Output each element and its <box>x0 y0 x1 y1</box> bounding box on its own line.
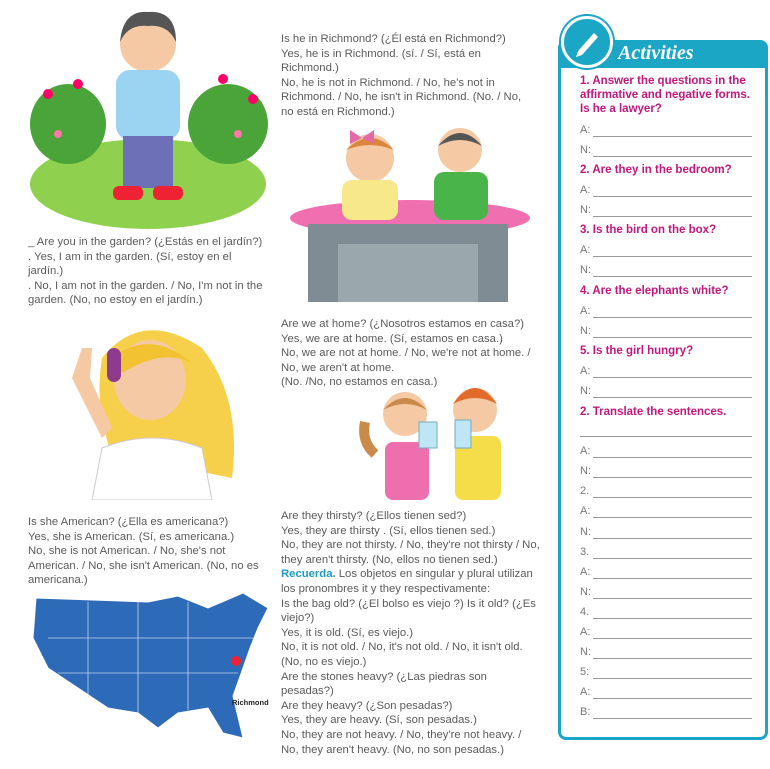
answer-line[interactable]: N: <box>580 385 752 399</box>
answer-line[interactable]: A: <box>580 566 752 580</box>
garden-yes: . Yes, I am in the garden. (Sí, estoy en el jardín.) <box>28 250 232 278</box>
activities-title: Activities <box>618 42 694 64</box>
home-question: Are we at home? (¿Nosotros estamos en casa?) <box>281 318 524 330</box>
answer-line[interactable]: N: <box>580 526 752 540</box>
thirsty-yes: Yes, they are thirsty . (Sí, ellos tienen sed.) <box>281 524 496 537</box>
answer-line[interactable]: A: <box>580 365 752 379</box>
answer-line[interactable]: B: <box>580 706 752 720</box>
stones-yes: Yes, they are heavy. (Sí, son pesadas.) <box>281 714 477 727</box>
recuerda-text: Los objetos en singular y plural utilizan los pronombres it y they respectivamente: <box>281 568 533 595</box>
answer-line[interactable]: A: <box>580 505 752 519</box>
bag-no: No, it is not old. / No, it's not old. / No, it isn't old. (No, no es viejo.) <box>281 641 523 668</box>
stones-question: Are the stones heavy? (¿Las piedras son pesadas?) <box>281 670 487 698</box>
answer-line[interactable]: A: <box>580 305 752 319</box>
home-yes: Yes, we are at home. (Sí, estamos en casa.) <box>281 332 503 345</box>
garden-question: _ Are you in the garden? (¿Estás en el jardín?) <box>28 236 263 248</box>
bag-question: Is the bag old? (¿El bolso es viejo ?) Is it old? (¿Es viejo?) <box>281 597 536 625</box>
thirsty-question: Are they thirsty? (¿Ellos tienen sed?) <box>281 510 467 522</box>
kids-tv-illustration <box>290 120 540 302</box>
pencil-icon <box>561 16 613 68</box>
richmond-no: No, he is not in Richmond. / No, he's not in Richmond. / No, he isn't in Richmond. (No. / No, no está en Richmond.) <box>281 76 522 118</box>
translate-heading: 2. Translate the sentences. <box>580 406 727 418</box>
garden-no: . No, I am not in the garden. / No, I'm not in the garden. (No, no estoy en el jardín.) <box>28 279 263 307</box>
answer-line[interactable] <box>580 424 752 438</box>
thirsty-no: No, they are not thirsty. / No, they're not thirsty / No, they aren't thirsty. (No, ellos no tienen sed.) <box>281 539 540 566</box>
home-no: No, we are not at home. / No, we're not at home. / No, we aren't at home. <box>281 347 531 374</box>
answer-line[interactable]: N: <box>580 204 752 218</box>
richmond-question: Is he in Richmond? (¿Él está en Richmond?) <box>281 33 506 45</box>
answer-line[interactable]: A: <box>580 445 752 459</box>
stones-question-2: Are they heavy? (¿Son pesadas?) <box>281 699 453 712</box>
answer-line[interactable]: N: <box>580 586 752 600</box>
answer-line[interactable]: 3. <box>580 546 752 560</box>
american-yes: Yes, she is American. (Sí, es americana.) <box>28 530 235 543</box>
usa-map-illustration <box>28 588 273 743</box>
answer-line[interactable]: A: <box>580 626 752 640</box>
answer-line[interactable]: A: <box>580 184 752 198</box>
richmond-yes: Yes, he is in Richmond. (sí. / Sí, está en Richmond.) <box>281 47 481 75</box>
question-3: 3. Is the bird on the box? <box>580 224 717 236</box>
recuerda-label: Recuerda. <box>281 568 336 581</box>
kids-drinking-illustration <box>355 362 520 500</box>
american-no: No, she is not American. / No, she's not American. / No, she isn't American. (No, no es americana.) <box>28 545 259 587</box>
answer-line[interactable]: A: <box>580 244 752 258</box>
answer-line[interactable]: 5: <box>580 666 752 680</box>
answer-line[interactable]: A: <box>580 124 752 138</box>
answer-line[interactable]: N: <box>580 144 752 158</box>
bag-yes: Yes, it is old. (Sí, es viejo.) <box>281 626 414 639</box>
answer-line[interactable]: N: <box>580 646 752 660</box>
girl-headphones-illustration <box>62 318 247 500</box>
home-no-short: (No. /No, no estamos en casa.) <box>281 376 438 389</box>
answer-line[interactable]: A: <box>580 686 752 700</box>
boy-in-garden-illustration <box>28 4 273 232</box>
american-question: Is she American? (¿Ella es americana?) <box>28 516 229 528</box>
question-1: 1. Answer the questions in the affirmative and negative forms. Is he a lawyer? <box>580 75 750 115</box>
recuerda-note <box>281 567 541 596</box>
answer-line[interactable]: N: <box>580 325 752 339</box>
map-label-richmond: Richmond <box>232 698 269 707</box>
answer-line[interactable]: 4. <box>580 606 752 620</box>
question-5: 5. Is the girl hungry? <box>580 345 694 357</box>
answer-line[interactable]: N: <box>580 264 752 278</box>
question-4: 4. Are the elephants white? <box>580 285 729 297</box>
stones-no: No, they are not heavy. / No, they're not heavy. / No, they aren't heavy. (No, no son pesadas.) <box>281 728 522 756</box>
answer-line[interactable]: 2. <box>580 485 752 499</box>
answer-line[interactable]: N: <box>580 465 752 479</box>
question-2: 2. Are they in the bedroom? <box>580 164 732 176</box>
